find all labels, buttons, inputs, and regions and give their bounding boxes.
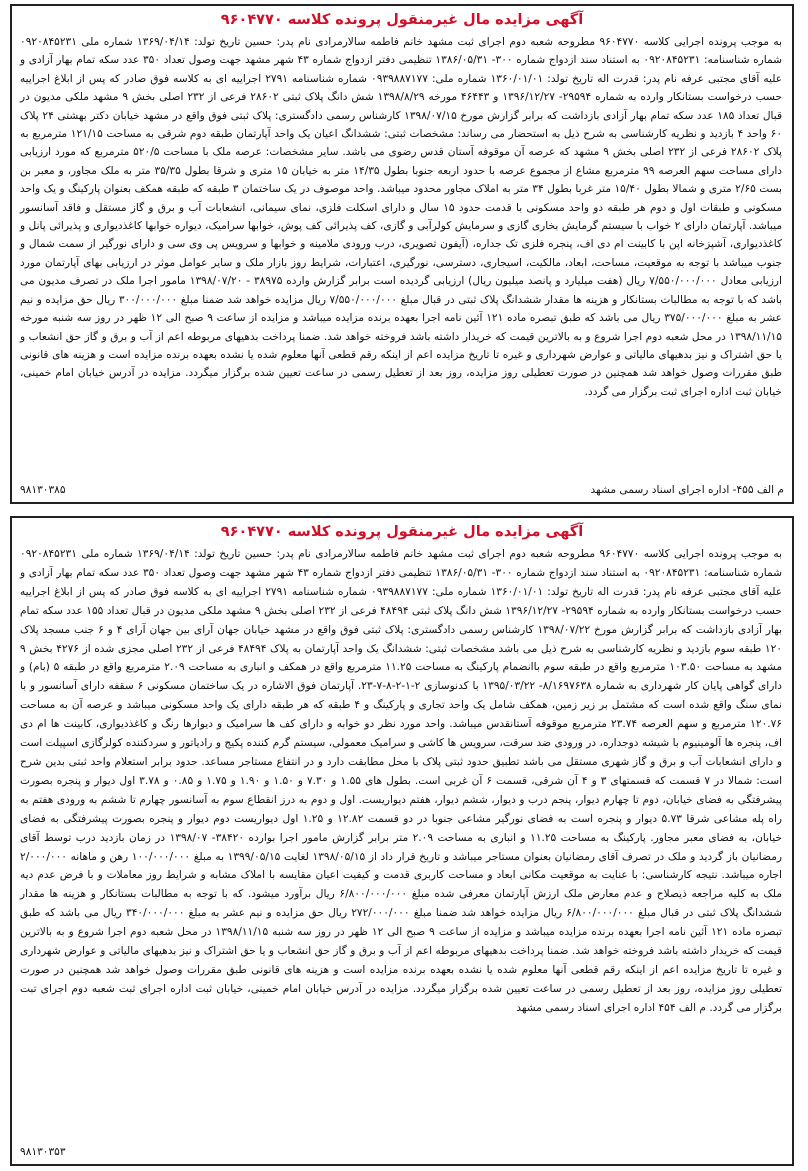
auction-notice-2 bbox=[10, 516, 794, 1166]
auction-notice-1 bbox=[10, 4, 794, 504]
notice-1-body bbox=[12, 33, 792, 401]
notice-2-code: ۹۸۱۳۰۳۵۳ bbox=[20, 1146, 66, 1158]
notice-1-text: به موجب پرونده اجرایی کلاسه ۹۶۰۴۷۷۰ مطروحه شعبه دوم اجرای ثبت مشهد خانم فاطمه سالارمرادی نام پدر: حسین تاریخ تولد: ۱۳۶۹/۰۴/۱۴ شماره ملی ۰۹۲۰۸۴۵۲۳۱ شماره شناسنامه: ۰۹۲۰۸۴۵۲۳۱ به استناد سند ازدواج شماره ۳۰۰- ۱۳۸۶/۰۵/۳۱ تنظیمی دفتر ازدواج شماره ۴۳ شهر مشهد جهت وصول تعداد ۳۵۰ عدد سکه تمام بهار آزادی و علیه آقای مجتبی عرفه نام پدر: قدرت اله تاریخ تولد: ۱۳۶۰/۰۱/۰۱ شماره ملی: ۰۹۳۹۸۸۷۱۷۷ شماره شناسنامه ۲۷۹۱ اجراییه ای به کلاسه فوق صادر که پس از ابلاغ اجراییه حسب درخواست بستانکار وارده به شماره ۲۹۵۹۴- ۱۳۹۶/۱۲/۲۷ و ۴۶۴۴۳ مورخه ۱۳۹۸/۸/۲۹ شش دانگ پلاک ثبتی ۲۸۶۰۲ فرعی از ۲۳۲ اصلی بخش ۹ مشهد ملکی مدیون در قبال تعداد ۱۸۵ عدد سکه تمام بهار آزادی بازداشت که برابر گزارش مورخ ۱۳۹۸/۰۷/۱۵ کارشناس رسمی دادگستری: پلاک ثبتی فوق واقع در مشهد خیابان دکتر بهشتی ۲۴ پلاک ۶۰ واحد ۴ بازدید و نظریه کارشناسی به شرح ذیل به استحضار می رساند: مشخصات ثبتی: ششدانگ اعیان یک واحد آپارتمان طبقه دوم شرقی به مساحت ۱۲۱/۱۵ مترمربع به پلاک ۲۸۶۰۲ فرعی از ۲۳۲ اصلی بخش ۹ مشهد که عرصه آن موقوفه آستان قدس رضوی می باشد. سایر مشخصات: عرصه ملک با مساحت ۵۲۰/۵ مترمربع که مورد ارزیابی دارای مساحت سهم العرصه ۹۹ مترمربع مشاع از مجموع عرصه با حدود اربعه جنوبا بطول ۱۴/۳۵ متر به خیابان ۱۵ متری و شرقا بطول ۳۵/۳۵ متر به ملک مجاور، و معبر بن بست ۲/۶۵ متری و شمالا بطول ۱۵/۴۰ متر غربا بطول ۳۴ متر به املاک مجاور محدود میباشد. واحد موصوف در یک ساختمان ۳ طبقه که طبقه همکف بعنوان پارکینگ و یک واحد مسکونی و طبقات اول و دوم هر طبقه دو واحد مسکونی با قدمت حدود ۱۵ سال و دارای اسکلت فلزی، نمای سیمانی، انشعابات آب و برق و گاز مستقل و فاقد آسانسور میباشد. آپارتمان دارای ۲ خواب با سیستم گرمایش بخاری گازی و سرمایش کولرآبی و گازی، کف پذیرائی کف پوش، خوابها سرامیک، دیواره خوابها کاغذدیواری و پذیرائی پانل و کاغذدیواری، آشپزخانه اپن با کابینت ام دی اف، پنجره فلزی تک جداره، (آیفون تصویری، درب ورودی ملامینه و خوابها و سرویس پی وی سی و دارای نورگیر از سمت شمال و جنوب میباشد با توجه به موقعیت، مساحت، ابعاد، مالکیت، اسیجاری، دسترسی، نورگیری، اعتبارات، شرایط روز بازار ملک و سایر عوامل موثر در ارزیابی بهای آپارتمان مورد ارزیابی معادل ۷/۵۵۰/۰۰۰/۰۰۰ ریال (هفت میلیارد و پانصد میلیون ریال) ارزیابی گردیده است برابر گزارش وارده ۳۸۹۷۵ - ۱۳۹۸/۰۷/۲۰ مامور اجرا ملک در تصرف مدیون می باشد که با توجه به مطالبات بستانکار و هزینه ها مقدار ششدانگ پلاک ثبتی در قبال مبلغ ۷/۵۵۰/۰۰۰/۰۰۰ ریال مزایده خواهد شد ضمنا مبلغ ۳۰۰/۰۰۰/۰۰۰ ریال حق مزایده و نیم عشر به مبلغ ۳۷۵/۰۰۰/۰۰۰ ریال می باشد که طبق تبصره ماده ۱۲۱ آئین نامه اجرا بعهده برنده مزایده میباشد و مزایده از ساعت ۹ صبح الی ۱۲ ظهر در روز سه شنبه مورخه ۱۳۹۸/۱۱/۱۵ در محل شعبه دوم اجرا شروع و به بالاترین قیمت که خریدار داشته باشد فروخته خواهد شد. ضمنا پرداخت بدهیهای مربوطه اعم از آب و برق و گاز حق انشعاب و یا حق اشتراک و نیز بدهیهای مالیاتی و عوارض شهرداری و غیره تا تاریخ مزایده اعم از اینکه رقم قطعی آنها معلوم شده یا نشده بعهده برنده مزایده است و هزینه های قانونی طبق مقررات وصول خواهد شد همچنین در صورت تعطیلی روز مزایده، روز بعد از تعطیل رسمی در ساعت تعیین شده برگزار میگردد. مزایده در آدرس خیابان امام خمینی، خیابان ثبت اداره اجرای ثبت برگزار می گردد. bbox=[20, 36, 783, 398]
notice-1-footer bbox=[20, 482, 784, 498]
notice-1-code: ۹۸۱۳۰۳۸۵ bbox=[20, 484, 66, 496]
notice-2-body bbox=[12, 545, 792, 1018]
notice-1-signature: م الف ۴۵۵- اداره اجرای اسناد رسمی مشهد bbox=[590, 484, 784, 496]
notice-2-title: آگهی مزایده مال غیرمنقول پرونده کلاسه ۹۶۰۴۷۷۰ bbox=[220, 524, 584, 540]
notice-1-title: آگهی مزایده مال غیرمنقول پرونده کلاسه ۹۶۰۴۷۷۰ bbox=[220, 12, 584, 28]
notice-2-text: به موجب پرونده اجرایی کلاسه ۹۶۰۴۷۷۰ مطروحه شعبه دوم اجرای ثبت مشهد خانم فاطمه سالارمرادی نام پدر: حسین تاریخ تولد: ۱۳۶۹/۰۴/۱۴ شماره ملی ۰۹۲۰۸۴۵۲۳۱ شماره شناسنامه: ۰۹۲۰۸۴۵۲۳۱ به استناد سند ازدواج شماره ۳۰۰- ۱۳۸۶/۰۵/۳۱ تنظیمی دفتر ازدواج شماره ۴۳ شهر مشهد جهت وصول تعداد ۳۵۰ عدد سکه تمام بهار آزادی و علیه آقای مجتبی عرفه نام پدر: قدرت اله تاریخ تولد: ۱۳۶۰/۰۱/۰۱ شماره ملی: ۰۹۳۹۸۸۷۱۷۷ شماره شناسنامه ۲۷۹۱ اجراییه ای به کلاسه فوق صادر که پس از ابلاغ اجراییه حسب درخواست بستانکار وارده به شماره ۲۹۵۹۴- ۱۳۹۶/۱۲/۲۷ شش دانگ پلاک ثبتی ۴۸۴۹۴ فرعی از ۲۳۲ اصلی بخش ۹ مشهد ملکی مدیون در قبال تعداد ۱۵۵ عدد سکه تمام بهار آزادی بازداشت که برابر گزارش مورخ ۱۳۹۸/۰۷/۲۲ کارشناس رسمی دادگستری: پلاک ثبتی فوق واقع در مشهد خیابان جهان آرای بین جهان آرای ۴ و ۶ جنب مسجد پلاک ۱۲۰ طبقه سوم بازدید و نظریه کارشناسی به شرح ذیل می باشد مشخصات ثبتی: ششدانگ یک واحد آپارتمان به پلاک ۴۸۴۹۴ فرعی از ۲۳۲ اصلی مجزی شده از ۴۲۷۶ بخش ۹ مشهد به مساحت ۱۰۳.۵۰ مترمربع واقع در طبقه سوم باانضمام پارکینگ به مساحت ۱۱.۲۵ مترمربع واقع در همکف و انباری به مساحت ۲.۰۹ مترمربع واقع در طبقه ۵ (بام) و دارای گواهی پایان کار شهرداری به شماره ۸/۱۶۹۷۶۳۸- ۱۳۹۵/۰۳/۲۲ با کدنوسازی ۲-۱-۲-۸-۷-۲۳. آپارتمان فوق الاشاره در یک ساختمان مسکونی ۶ سقفه دارای آسانسور و با نمای سنگ واقع شده است که مشتمل بر زیر زمین، همکف شامل یک واحد تجاری و پارکینگ و ۴ طبقه که هر طبقه دارای یک واحد مسکونی میباشد و عرصه آن به مساحت ۱۲۰.۷۶ مترمربع و سهم العرصه ۲۳.۷۴ مترمربع موقوفه آستانقدس میباشد. واحد مورد نظر دو خوابه و دارای کف ها سرامیک و دیوارها رنگ و کاغذدیواری، کابینت ها ام دی اف، پنجره ها آلومینیوم با شیشه دوجداره، در ورودی ضد سرقت، سرویس ها کاشی و سرامیک معمولی، سیستم گرم کننده پکیج و رادیاتور و سردکننده کولرگازی اسپیلت است و دارای انشعابات آب و برق و گاز شهری مستقل می باشد تطبیق حدود ثبتی پلاک با محل مطابقت دارد و در انتفاع مستاجر مساعد. حدود برابر استعلام واحد ثبتی بدین شرح است: شمالا در ۷ قسمت که قسمتهای ۳ و ۴ آن شرقی، قسمت ۶ آن غربی است. بطول های ۱.۵۵ و ۷.۳۰ و ۱.۵۰ و ۱.۹۰ و ۱.۷۵ و ۰.۸۵ و ۳.۷۸ اول دیوار و پنجره بصورت پیشرفتگی به فضای خیابان، دوم تا چهارم دیوار، پنجم درب و دیوار، ششم دیوار، هفتم دیواریست. اول و دوم به درز انقطاع سوم به آسانسور چهارم تا ششم به ورودی هفتم به راه پله مشاعی شرقا ۵.۷۳ دیوار و پنجره است به فضای نورگیر مشاعی جنوبا در دو قسمت ۱۲.۸۲ و ۱.۲۵ اول دیواریست دوم دیوار و پنجره بصورت پیشرفتگی به فضای خیابان، به فضای معبر مجاور. پارکینگ به مساحت ۱۱.۲۵ و انباری به مساحت ۲.۰۹ متر برابر گزارش مامور اجرا بوارده ۳۸۴۲۰- ۱۳۹۸/۰۷ در زمان بازدید درب توسط آقای رمضانیان باز گردید و ملک در تصرف آقای رمضانیان بعنوان مستاجر میباشد و تاریخ قرار داد از ۱۳۹۸/۰۵/۱۵ لغایت ۱۳۹۹/۰۵/۱۵ به مبلغ ۱۰۰/۰۰۰/۰۰۰ رهن و ماهانه ۲/۰۰۰/۰۰۰ اجاره میباشد. نتیجه کارشناسی: با عنایت به موقعیت مکانی ابعاد و مساحت کاربری قدمت و کیفیت اعیان مقایسه با املاک مشابه و شرایط روز معاملات و با فرض عدم دیه ملک به کلیه مراجعه ذیصلاح و عدم معارض ملک ارزش آپارتمان معرفی شده مبلغ ۶/۸۰۰/۰۰۰/۰۰۰ ریال برآورد میشود. که با توجه به مطالبات بستانکار و هزینه ها مقدار ششدانگ پلاک ثبتی در قبال مبلغ ۶/۸۰۰/۰۰۰/۰۰۰ ریال مزایده خواهد شد ضمنا مبلغ ۲۷۲/۰۰۰/۰۰۰ ریال حق مزایده و نیم عشر به مبلغ ۳۴۰/۰۰۰/۰۰۰ ریال می باشد که طبق تبصره ماده ۱۲۱ آئین نامه اجرا بعهده برنده مزایده میباشد و مزایده از ساعت ۹ صبح الی ۱۲ ظهر در روز سه شنبه ۱۳۹۸/۱۱/۱۵ در محل شعبه دوم اجرا شروع و به بالاترین قیمت که خریدار داشته باشد فروخته خواهد شد. ضمنا پرداخت بدهیهای مربوطه اعم از آب و برق و گاز حق انشعاب و یا حق اشتراک و نیز بدهیهای مالیاتی و عوارض شهرداری و غیره تا تاریخ مزایده اعم از اینکه رقم قطعی آنها معلوم شده یا نشده بعهده برنده مزایده است و هزینه های قانونی طبق مقررات وصول خواهد شد همچنین در صورت تعطیلی روز مزایده، روز بعد از تعطیل رسمی در ساعت تعیین شده برگزار میگردد. مزایده در آدرس خیابان امام خمینی، خیابان ثبت اداره اجرای ثبت شعبه دوم اجرای تبت برگزار می گردد. م الف ۴۵۴ اداره اجرای اسناد رسمی مشهد bbox=[20, 548, 783, 1014]
